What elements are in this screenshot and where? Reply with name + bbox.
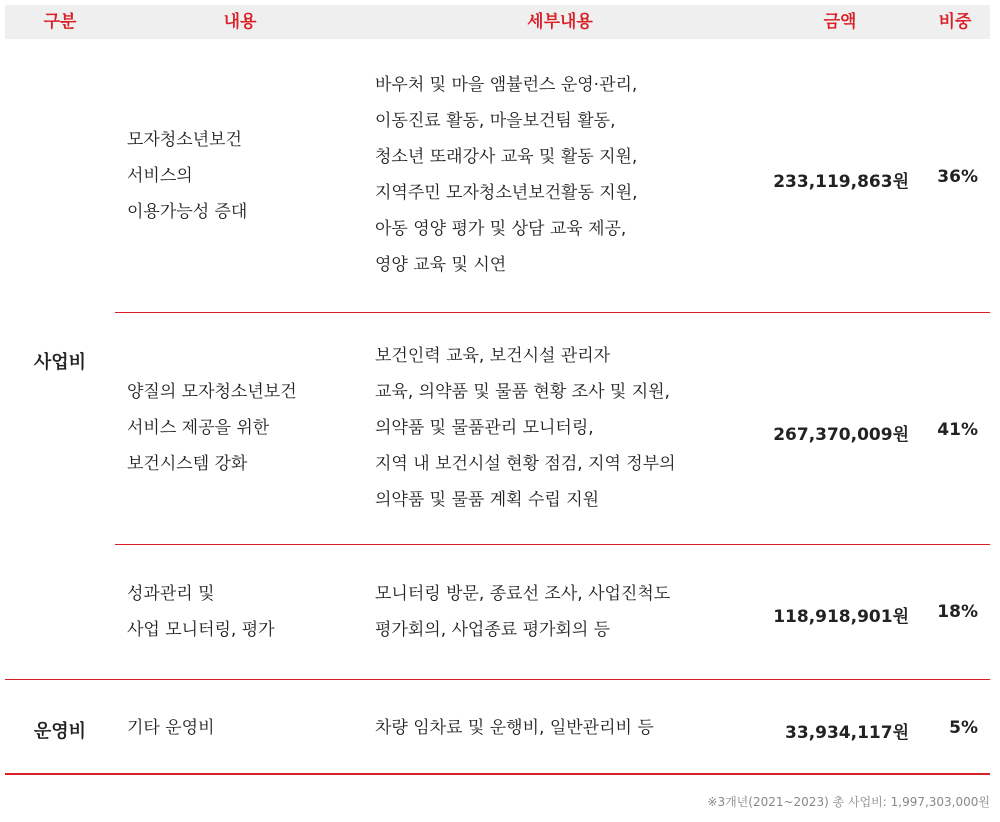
header-detail: 세부내용	[527, 12, 593, 32]
row-2-detail: 보건인력 교육, 보건시설 관리자 교육, 의약품 및 물품 현황 조사 및 지원, 의약품 및 물품관리 모니터링, 지역 내 보건시설 현황 점검, 지역 정부의 의약품 및 물품 계획 수립 지원	[375, 346, 676, 510]
row-divider	[115, 544, 990, 545]
row-4-content: 기타 운영비	[127, 718, 215, 738]
row-1-ratio: 36%	[937, 167, 978, 187]
header-amount: 금액	[823, 12, 857, 32]
category-business: 사업비	[33, 352, 87, 373]
header-category: 구분	[43, 12, 77, 32]
row-divider	[115, 312, 990, 313]
row-4-amount: 33,934,117원	[785, 723, 909, 743]
header-content: 내용	[223, 12, 257, 32]
row-3-ratio: 18%	[937, 602, 978, 622]
row-2-ratio: 41%	[937, 420, 978, 440]
row-2-content: 양질의 모자청소년보건 서비스 제공을 위한 보건시스템 강화	[127, 382, 297, 474]
row-1-content: 모자청소년보건 서비스의 이용가능성 증대	[127, 130, 248, 222]
row-3-content: 성과관리 및 사업 모니터링, 평가	[127, 584, 275, 640]
row-1-amount: 233,119,863원	[773, 172, 909, 192]
row-4-ratio: 5%	[949, 718, 978, 738]
category-operating: 운영비	[33, 721, 87, 742]
row-2-amount: 267,370,009원	[773, 425, 909, 445]
footnote: ※3개년(2021~2023) 총 사업비: 1,997,303,000원	[707, 795, 990, 809]
header-ratio: 비중	[938, 12, 972, 32]
row-3-amount: 118,918,901원	[773, 607, 909, 627]
section-divider	[5, 679, 990, 680]
row-3-detail: 모니터링 방문, 종료선 조사, 사업진척도 평가회의, 사업종료 평가회의 등	[375, 584, 671, 640]
row-1-detail: 바우처 및 마을 앰뷸런스 운영·관리, 이동진료 활동, 마을보건팀 활동, 청소년 또래강사 교육 및 활동 지원, 지역주민 모자청소년보건활동 지원, 아동 영양 평가 및 상담 교육 제공, 영양 교육 및 시연	[375, 75, 638, 275]
table-bottom-border	[5, 773, 990, 775]
row-4-detail: 차량 임차료 및 운행비, 일반관리비 등	[375, 718, 654, 738]
